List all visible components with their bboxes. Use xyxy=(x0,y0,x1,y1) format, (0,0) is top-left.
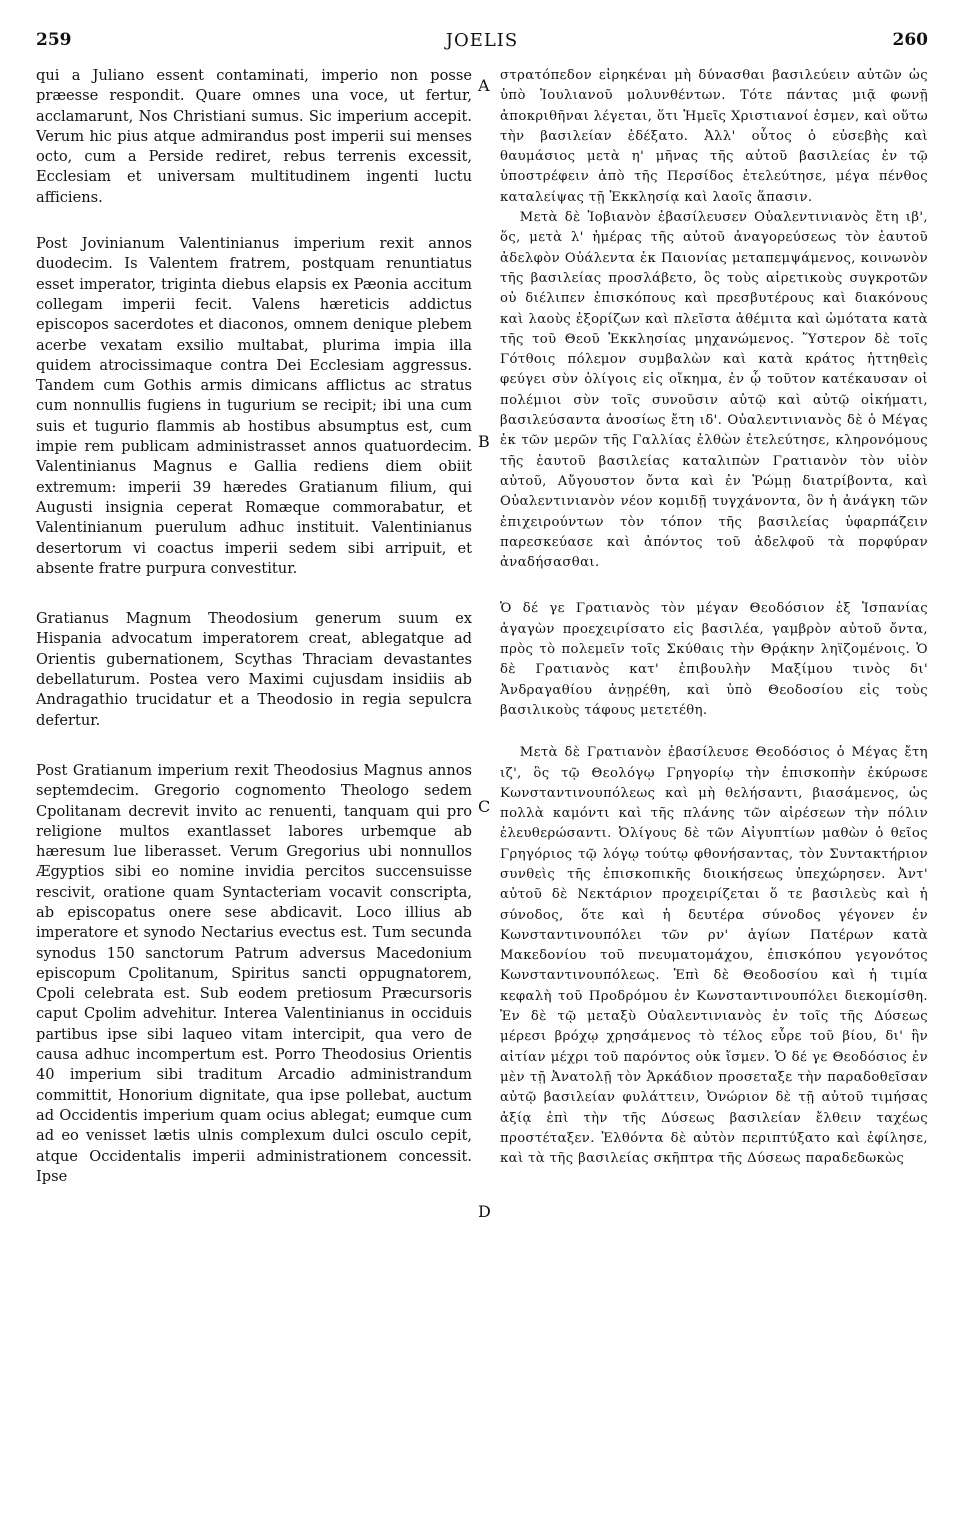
page-number-left: 259 xyxy=(36,30,72,50)
greek-column xyxy=(500,66,928,1169)
margin-letter-a: A xyxy=(478,76,490,95)
latin-paragraph-2: Post Jovinianum Valentinianus imperium rexit annos duodecim. Is Valentem fratrem, postquam renuntiatus esset imperator, triginta diebus elapsis ex Pæonia accitum collegam imperii fecit. Valens hæreticis addictus episcopos sacerdotes et diaconos, omnem denique plebem acerbe vexatam exsilio multabat, plurima impia illa quidem atrocissimaque contra Dei Ecclesiam aggressus. Tandem cum Gothis armis dimicans afflictus ac stratus cum nonnullis fugiens in tugurium se recipit; ibi una cum suis et tugurio flammis ab hostibus absumptus est, cum impie rem publicam administrasset annos quatuordecim. Valentinianus Magnus e Gallia rediens diem obiit extremum: imperii 39 hæredes Gratianum filium, qui Augusti insignia ceperat Romæque commorabatur, et Valentinianum puerulum adhuc instituit. Valentinianus desertorum vi coactus imperii sedem sibi arripuit, et absente fratre purpura convestitur. xyxy=(36,235,472,577)
greek-paragraph-3: Ὁ δέ γε Γρατιανὸς τὸν μέγαν Θεοδόσιον ἐξ Ἱσπανίας ἀγαγὼν προεχειρίσατο εἰς βασιλέα, γαμβρὸν αὐτοῦ ὄντα, πρὸς τὸ πολεμεῖν τοῖς Σκύθαις τὴν Θρᾴκην ληϊζομένοις. Ὁ δὲ Γρατιανὸς κατ' ἐπιβουλὴν Μαξίμου τινὸς δι' Ἀνδραγαθίου ἀνῃρέθη, καὶ ὑπὸ Θεοδοσίου εἰς τοὺς βασιλικοὺς τάφους μετετέθη. xyxy=(500,601,928,718)
running-title: JOELIS xyxy=(445,30,519,51)
margin-letter-b: B xyxy=(478,432,490,451)
greek-paragraph-1: στρατόπεδον εἰρηκέναι μὴ δύνασθαι βασιλεύειν αὐτῶν ὡς ὑπὸ Ἰουλιανοῦ μολυνθέντων. Τότε πάντας μιᾷ φωνῇ ἀποκριθῆναι λέγεται, ὅτι Ἡμεῖς Χριστιανοί ἐσμεν, καὶ οὕτω τὴν βασιλείαν ἐδέξατο. Ἀλλ' οὗτος ὁ εὐσεβὴς καὶ θαυμάσιος μετὰ η' μῆνας τῆς αὐτοῦ βασιλείας ἐν τῷ ὑποστρέφειν ἀπὸ τῆς Περσίδος ἐτελεύτησε, μέγα πένθος καταλείψας τῇ Ἐκκλησίᾳ καὶ λαοῖς ἅπασιν. xyxy=(500,68,928,205)
page-header xyxy=(36,30,928,56)
greek-paragraph-4: Μετὰ δὲ Γρατιανὸν ἐβασίλευσε Θεοδόσιος ὁ Μέγας ἔτη ιζ', ὃς τῷ Θεολόγῳ Γρηγορίῳ τὴν ἐπισκοπὴν ἐκύρωσε Κωνσταντινουπόλεως καὶ μὴ θελήσαντι, βιασάμενος, ὡς πολλὰ καμόντι καὶ τῆς πλάνης τῶν αἱρέσεων τὴν πόλιν ἐλευθερώσαντι. Ὀλίγους δὲ τῶν Αἰγυπτίων μαθὼν ὁ θεῖος Γρηγόριος τῷ λόγῳ τούτῳ φθονήσαντας, τὸν Συντακτήριον συνθεὶς τῆς ἐπισκοπικῆς διοικήσεως ὑπεχώρησεν. Ἀντ' αὐτοῦ δὲ Νεκτάριον προχειρίζεται ὅ τε βασιλεὺς καὶ ἡ σύνοδος, ὅτε καὶ ἡ δευτέρα σύνοδος γέγονεν ἐν Κωνσταντινουπόλει τῶν ρν' ἁγίων Πατέρων κατὰ Μακεδονίου τοῦ πνευματομάχου, ἐπισκόπου γεγονότος Κωνσταντινουπόλεως. Ἐπὶ δὲ Θεοδοσίου καὶ ἡ τιμία κεφαλὴ τοῦ Προδρόμου ἐν Κωνσταντινουπόλει διεκομίσθη. Ἐν δὲ τῷ μεταξὺ Οὐαλεντινιανὸς ἐν τοῖς τῆς Δύσεως μέρεσι βρόχῳ χρησάμενος τὸ τέλος εὗρε τοῦ βίου, δι' ἣν αἰτίαν μέχρι τοῦ παρόντος οὐκ ἴσμεν. Ὁ δέ γε Θεοδόσιος ἐν μὲν τῇ Ἀνατολῇ τὸν Ἀρκάδιον προσεταξε τὴν παραδοθεῖσαν αὐτῷ βασιλείαν φυλάττειν, Ὀνώριον δὲ τῇ αὐτοῦ τιμήσας ἀξίᾳ ἐπὶ τὴν τῆς Δύσεως βασιλείαν ἔλθειν ταχέως προστέταξεν. Ἐλθόντα δὲ αὐτὸν περιπτύξατο καὶ ἐφίλησε, καὶ τὰ τῆς βασιλείας σκῆπτρα τῆς Δύσεως παραδεδωκὼς xyxy=(500,745,928,1167)
latin-paragraph-4: Post Gratianum imperium rexit Theodosius Magnus annos septemdecim. Gregorio cognomento Theologo sedem Cpolitanam decrevit invito ac renuenti, tanquam qui pro religione multos exantlasset labores urbemque ab hæresum lue liberasset. Verum Gregorius ubi nonnullos Ægyptios sibi eo nomine invidia percitos succensuisse rescivit, oratione quam Syntacteriam vocavit conscripta, ab episcopatus onere sese abdicavit. Loco illius ab imperatore et synodo Nectarius evectus est. Tum secunda synodus 150 sanctorum Patrum adversus Macedonium episcopum Cpolitanum, Spiritus sancti oppugnatorem, Cpoli celebrata est. Sub eodem pretiosum Præcursoris caput Cpolim advehitur. Interea Valentinianus in occiduis partibus ipse sibi laqueo vitam intercipit, qua vero de causa adhuc incompertum est. Porro Theodosius Orientis 40 imperium sibi traditum Arcadio administrandum committit, Honorium dignitate, qua ipse pollebat, auctum ad Occidentis imperium quam ocius ablegat; eumque cum ad eo venisset lætis ulnis complexum dulci osculo cepit, atque Occidentalis imperii administrationem concessit. Ipse xyxy=(36,761,472,1185)
greek-paragraph-2: Μετὰ δὲ Ἰοβιανὸν ἐβασίλευσεν Οὐαλεντινιανὸς ἔτη ιβ', ὅς, μετὰ λ' ἡμέρας τῆς αὐτοῦ ἀναγορεύσεως τὸν ἑαυτοῦ ἀδελφὸν Οὐάλεντα ἐκ Παιονίας μεταπεμψάμενος, κοινωνὸν τῆς βασιλείας προσλάβετο, ὃς τοὺς αἱρετικοὺς συγκροτῶν οὐ διέλιπεν ἐπισκόπους καὶ πρεσβυτέρους καὶ διακόνους καὶ λαοὺς ἐξορίζων καὶ πλεῖστα ἀθέμιτα καὶ ὠμότατα κατὰ τῆς τοῦ Θεοῦ Ἐκκλησίας μηχανώμενος. Ὕστερον δὲ τοῖς Γότθοις πόλεμον συμβαλὼν καὶ κατὰ κράτος ἡττηθεὶς φεύγει σὺν ὀλίγοις εἰς οἴκημα, ἐν ᾧ τοῦτον κατέκαυσαν οἱ πολέμιοι σὺν τοῖς συνοῦσιν αὐτῷ καὶ αὐτῷ οἰκήματι, βασιλεύσαντα ἀνοσίως ἔτη ιδ'. Οὐαλεντινιανὸς δὲ ὁ Μέγας ἐκ τῶν μερῶν τῆς Γαλλίας ἐλθὼν ἐτελεύτησε, κληρονόμους τῆς ἑαυτοῦ βασιλείας καταλιπὼν Γρατιανὸν τὸν υἱὸν αὐτοῦ, Αὔγουστον ὄντα καὶ ἐν Ῥώμῃ διατρίβοντα, καὶ Οὐαλεντινιανὸν νέον κομιδῇ τυγχάνοντα, ὃν ἡ ἀνάγκη τῶν ἐπιχειρούντων τὸν τόπον τῆς βασιλείας ὑφαρπάζειν παρεσκεύασε καὶ ἀπόντος τοῦ ἀδελφοῦ τὰ πορφύραν ἀναδήσασθαι. xyxy=(500,210,928,571)
margin-letter-c: C xyxy=(478,797,491,816)
latin-paragraph-3: Gratianus Magnum Theodosium generum suum ex Hispania advocatum imperatorem creat, ablegatque ad Orientis gubernationem, Scythas Thraciam devastantes debellaturum. Postea vero Maximi cujusdam insidiis ab Andragathio trucidatur et a Theodosio in regia sepulcra defertur. xyxy=(36,610,472,729)
latin-paragraph-1: qui a Juliano essent contaminati, imperio non posse præesse respondit. Quare omnes una voce, ut fertur, acclamarunt, Nos Christiani sumus. Sic imperium accepit. Verum hic pius atque admirandus post imperii sui menses octo, cum a Perside rediret, rebus terrenis excessit, Ecclesiam et universam multitudinem ingenti luctu afficiens. xyxy=(36,67,472,206)
latin-column xyxy=(36,66,472,1187)
margin-letter-d: D xyxy=(478,1202,491,1221)
page-number-right: 260 xyxy=(892,30,928,50)
